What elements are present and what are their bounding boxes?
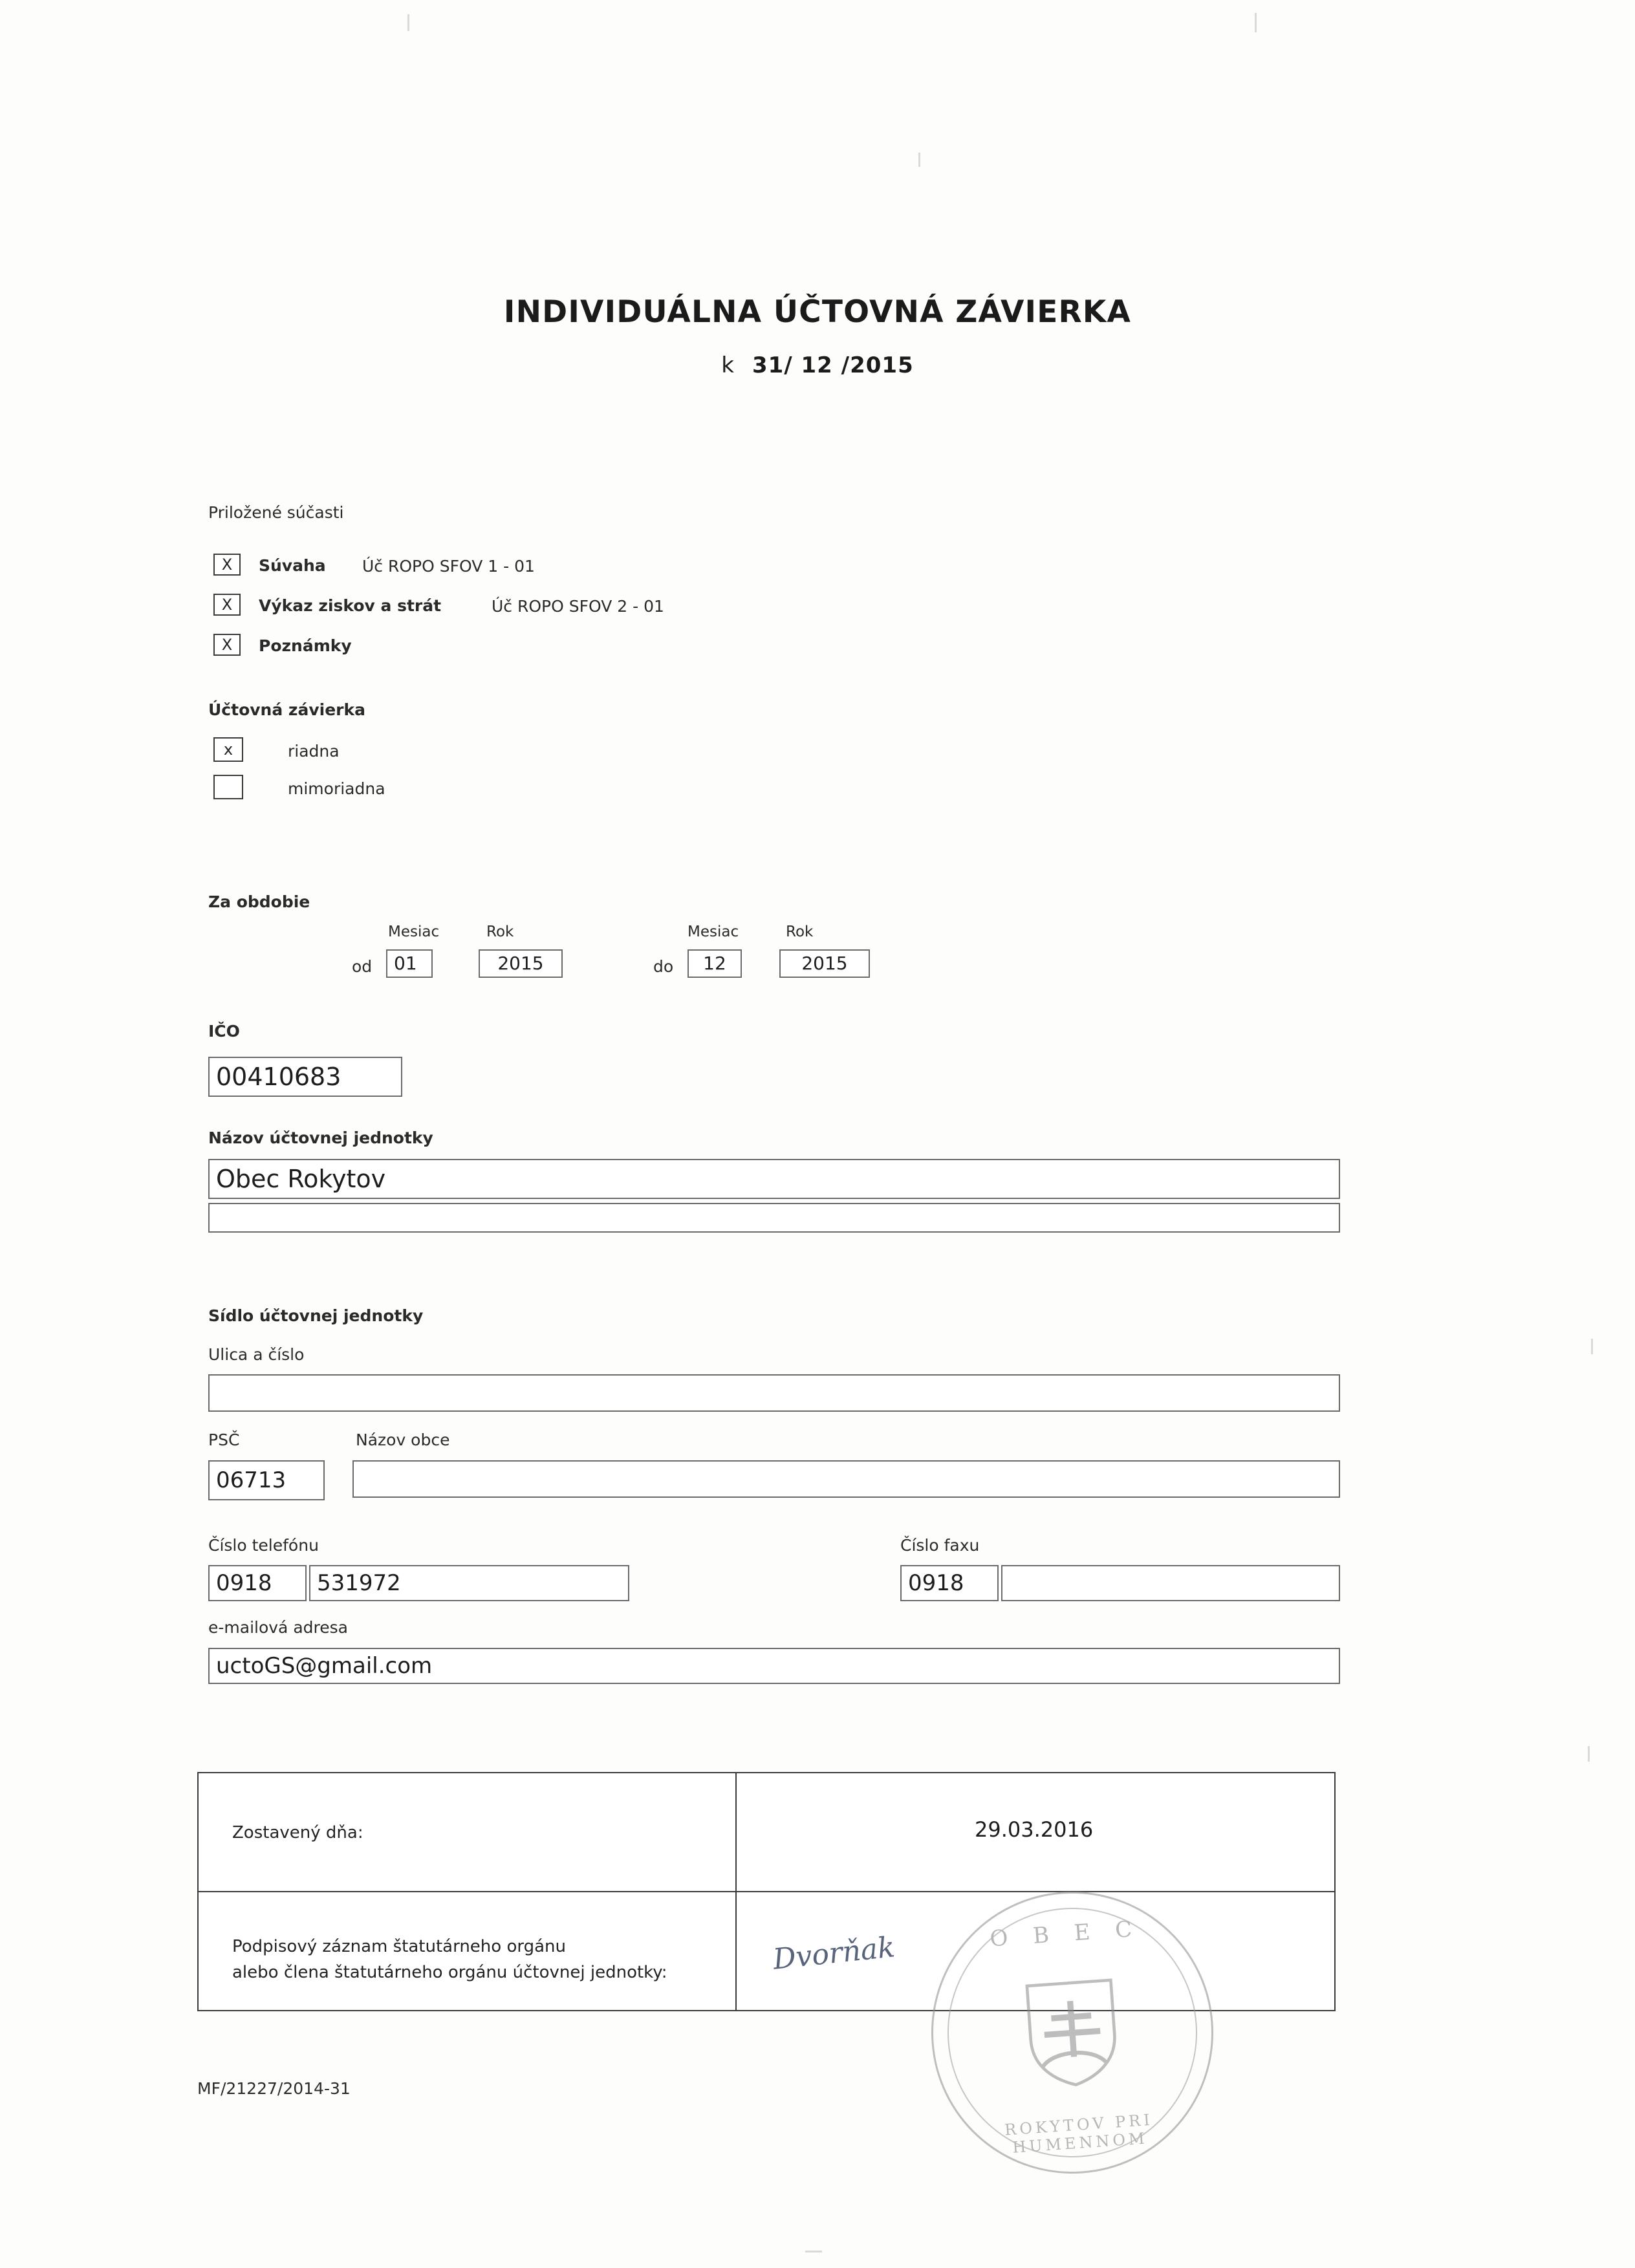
statement-type-section-label: Účtovná závierka (208, 700, 365, 719)
address-section-label: Sídlo účtovnej jednotky (208, 1306, 424, 1325)
entity-name-label: Názov účtovnej jednotky (208, 1129, 433, 1147)
checkbox-riadna[interactable]: x (213, 737, 243, 762)
signature-mark: Dvorňak (771, 1930, 897, 1976)
street-label: Ulica a číslo (208, 1345, 305, 1364)
official-stamp (922, 1882, 1222, 2183)
checkbox-vykaz-ziskov-a-strat[interactable]: X (213, 594, 241, 616)
footer-table-divider (735, 1773, 737, 2010)
attachment-code-vykaz: Úč ROPO SFOV 2 - 01 (492, 597, 664, 616)
as-of-date: 31/ 12 /2015 (752, 352, 914, 378)
checkbox-mimoriadna[interactable] (213, 775, 243, 799)
ico-input[interactable]: 00410683 (208, 1057, 402, 1097)
period-section-label: Za obdobie (208, 892, 310, 911)
ico-label: IČO (208, 1022, 240, 1041)
signature-label-line2: alebo člena štatutárneho orgánu účtovnej jednotky: (232, 1963, 667, 1982)
scan-artifact (918, 153, 920, 167)
scan-artifact (407, 14, 409, 31)
period-from-month-label: Mesiac (388, 923, 440, 940)
zip-label: PSČ (208, 1431, 240, 1449)
city-input[interactable] (352, 1460, 1340, 1498)
email-label: e-mailová adresa (208, 1618, 348, 1637)
checkbox-poznamky[interactable]: X (213, 634, 241, 656)
entity-name-input-line1[interactable]: Obec Rokytov (208, 1159, 1340, 1199)
scan-artifact (805, 2251, 822, 2252)
scan-artifact (1591, 1339, 1593, 1354)
signature-label-line1: Podpisový záznam štatutárneho orgánu (232, 1937, 566, 1956)
period-from-year-input[interactable]: 2015 (479, 949, 563, 978)
attachment-name-suvaha: Súvaha (259, 556, 326, 575)
period-from-label: od (352, 957, 373, 976)
compiled-on-label: Zostavený dňa: (232, 1823, 363, 1842)
city-label: Názov obce (356, 1431, 450, 1449)
period-from-month-input[interactable]: 01 (386, 949, 433, 978)
period-to-month-label: Mesiac (688, 923, 739, 940)
attachment-name-vykaz: Výkaz ziskov a strát (259, 596, 442, 615)
footer-table-row-compiled (199, 1773, 1334, 1892)
period-to-month-input[interactable]: 12 (688, 949, 742, 978)
statement-type-label-riadna: riadna (288, 742, 340, 761)
stamp-bottom-text: ROKYTOV PRI HUMENNOM (1004, 2110, 1154, 2157)
compiled-on-value: 29.03.2016 (975, 1817, 1094, 1842)
phone-prefix-input[interactable]: 0918 (208, 1565, 307, 1601)
zip-input[interactable]: 06713 (208, 1460, 325, 1500)
coat-of-arms-icon (1018, 1976, 1126, 2092)
stamp-top-text: O B E C (989, 1916, 1142, 1952)
email-input[interactable]: uctoGS@gmail.com (208, 1648, 1340, 1684)
as-of-date-line (0, 352, 1635, 378)
attachment-code-suvaha: Úč ROPO SFOV 1 - 01 (362, 557, 535, 576)
checkbox-suvaha[interactable]: X (213, 554, 241, 576)
fax-label: Číslo faxu (900, 1536, 980, 1555)
period-to-year-input[interactable]: 2015 (779, 949, 870, 978)
period-to-label: do (653, 957, 674, 976)
phone-label: Číslo telefónu (208, 1536, 319, 1555)
period-from-year-label: Rok (486, 923, 514, 940)
street-input[interactable] (208, 1374, 1340, 1412)
page-title: INDIVIDUÁLNA ÚČTOVNÁ ZÁVIERKA (503, 294, 1132, 330)
fax-prefix-input[interactable]: 0918 (900, 1565, 999, 1601)
as-of-prefix: k (721, 352, 734, 378)
scan-artifact (1255, 13, 1257, 32)
statement-type-label-mimoriadna: mimoriadna (288, 779, 385, 798)
form-code: MF/21227/2014-31 (197, 2079, 351, 2098)
scan-artifact (1588, 1746, 1590, 1762)
fax-number-input[interactable] (1001, 1565, 1340, 1601)
phone-number-input[interactable]: 531972 (309, 1565, 629, 1601)
attachment-name-poznamky: Poznámky (259, 636, 352, 655)
period-to-year-label: Rok (786, 923, 814, 940)
entity-name-input-line2[interactable] (208, 1203, 1340, 1233)
attachments-section-label: Priložené súčasti (208, 503, 344, 522)
